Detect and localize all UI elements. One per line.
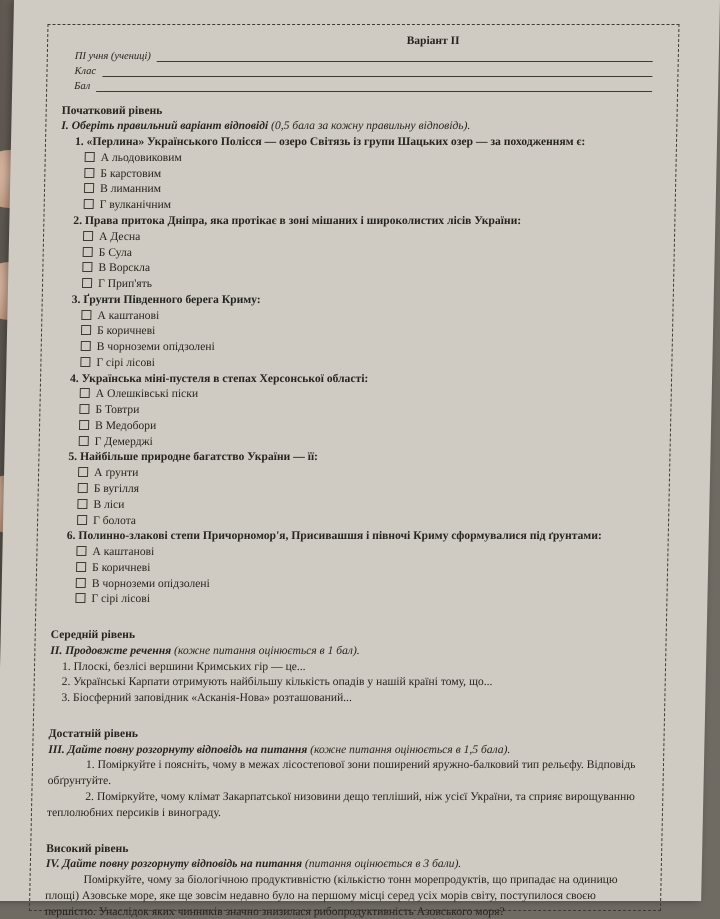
- answer-option[interactable]: А каштанові: [76, 544, 642, 560]
- question: 3. Ґрунти Південного берега Криму:: [71, 292, 261, 306]
- answer-option[interactable]: Б коричневі: [76, 560, 642, 576]
- answer-option[interactable]: А льодовиковим: [85, 150, 651, 166]
- answer-option[interactable]: Г Демерджі: [79, 434, 645, 450]
- task-paragraph: Поміркуйте, чому за біологічною продуктивністю (кількістю тонн морепродуктів, що припадає на одиницю площі) Азовське море, яке ще зовсім недавно було на першому місці серед усіх морів світу, поступилося своєю першістю. Унаслідок яких чинників значно знизилася рибопродуктивність Азовського моря?: [44, 873, 618, 918]
- answer-option[interactable]: Б коричневі: [81, 323, 647, 339]
- checkbox-icon: [83, 231, 93, 241]
- checkbox-icon: [82, 262, 92, 272]
- checkbox-icon: [76, 578, 86, 588]
- checkbox-icon: [83, 247, 93, 257]
- answer-option[interactable]: Г вулканічним: [84, 197, 650, 213]
- task-item: 2. Українські Карпати отримують найбільшу кількість опадів у нашій країні тому, що...: [61, 675, 493, 689]
- checkbox-icon: [84, 168, 94, 178]
- question-list: [51, 134, 651, 607]
- answer-option[interactable]: Б карстовим: [84, 166, 650, 182]
- task-paragraph: 1. Поміркуйте і поясніть, чому в межах лісостепової зони поширений яружно-балковий тип рельєфу. Відповідь обґрунтуйте.: [47, 758, 636, 788]
- question: 2. Права притока Дніпра, яка протікає в зоні мішаних і широколистих лісів України:: [73, 213, 522, 227]
- answer-option[interactable]: Г болота: [77, 513, 643, 529]
- checkbox-icon: [80, 357, 90, 367]
- task-item: 3. Біосферний заповідник «Асканія-Нова» розташований...: [61, 691, 353, 705]
- checkbox-icon: [78, 483, 88, 493]
- answer-option[interactable]: Б вугілля: [78, 481, 644, 497]
- checkbox-icon: [82, 278, 92, 288]
- answer-option[interactable]: В ліси: [77, 497, 643, 513]
- question: 6. Полинно-злакові степи Причорномор'я, Присивашшя і півночі Криму сформувалися під ґрунтами:: [66, 529, 602, 543]
- question: 1. «Перлина» Українського Полісся — озеро Світязь із групи Шацьких озер — за походженням є:: [74, 135, 586, 149]
- checkbox-icon: [77, 499, 87, 509]
- instruction-2: ІІ. Продовжте речення (кожне питання оцінюється в 1 бал).: [50, 643, 360, 657]
- checkbox-icon: [81, 341, 91, 351]
- sheet-content: [45, 34, 654, 919]
- level-middle-title: Середній рівень: [50, 628, 136, 642]
- field-score: Бал: [74, 80, 652, 95]
- level-initial-title: Початковий рівень: [61, 103, 163, 117]
- task-item: 1. Плоскі, безлісі вершини Кримських гір — це...: [61, 659, 306, 673]
- answer-option[interactable]: В чорноземи опідзолені: [81, 339, 647, 355]
- level-high-title: Високий рівень: [46, 841, 129, 855]
- checkbox-icon: [76, 546, 86, 556]
- checkbox-icon: [75, 593, 85, 603]
- answer-option[interactable]: А ґрунти: [78, 465, 644, 481]
- task-paragraph: 2. Поміркуйте, чому клімат Закарпатської низовини дещо тепліший, ніж усієї України, та сприяє вирощуванню теплолюбних персиків і винограду.: [46, 790, 636, 819]
- checkbox-icon: [79, 404, 89, 414]
- answer-option[interactable]: В лиманним: [84, 181, 650, 197]
- checkbox-icon: [76, 562, 86, 572]
- answer-option[interactable]: А Олешківські піски: [80, 386, 646, 402]
- checkbox-icon: [84, 199, 94, 209]
- checkbox-icon: [78, 467, 88, 477]
- checkbox-icon: [77, 515, 87, 525]
- answer-option[interactable]: А Десна: [83, 229, 649, 245]
- answer-option[interactable]: Г Прип'ять: [82, 276, 648, 292]
- field-name: ПІ учня (учениці): [75, 50, 653, 65]
- instruction-1: І. Оберіть правильний варіант відповіді (0,5 бала за кожну правильну відповідь).: [61, 119, 471, 133]
- checkbox-icon: [80, 388, 90, 398]
- checkbox-icon: [79, 420, 89, 430]
- question: 5. Найбільше природне багатство України — її:: [68, 450, 319, 464]
- question: 4. Українська міні-пустеля в степах Херсонської області:: [69, 371, 369, 385]
- answer-option[interactable]: В чорноземи опідзолені: [76, 576, 642, 592]
- answer-option[interactable]: Б Сула: [83, 245, 649, 261]
- instruction-4: IV. Дайте повну розгорнуту відповідь на питання (питання оцінюється в 3 бали).: [45, 857, 462, 871]
- variant-title: Варіант ІІ: [406, 35, 460, 47]
- checkbox-icon: [79, 436, 89, 446]
- answer-option[interactable]: Г сірі лісові: [75, 591, 641, 607]
- checkbox-icon: [81, 310, 91, 320]
- checkbox-icon: [84, 183, 94, 193]
- checkbox-icon: [81, 325, 91, 335]
- instruction-3: ІІІ. Дайте повну розгорнуту відповідь на питання (кожне питання оцінюється в 1,5 бала).: [48, 742, 511, 756]
- answer-option[interactable]: Б Товтри: [79, 402, 645, 418]
- level-sufficient-title: Достатній рівень: [48, 726, 139, 740]
- answer-option[interactable]: Г сірі лісові: [80, 355, 646, 371]
- checkbox-icon: [85, 152, 95, 162]
- answer-option[interactable]: В Ворскла: [82, 260, 648, 276]
- field-class: Клас: [74, 65, 652, 80]
- answer-option[interactable]: В Медобори: [79, 418, 645, 434]
- answer-option[interactable]: А каштанові: [81, 308, 647, 324]
